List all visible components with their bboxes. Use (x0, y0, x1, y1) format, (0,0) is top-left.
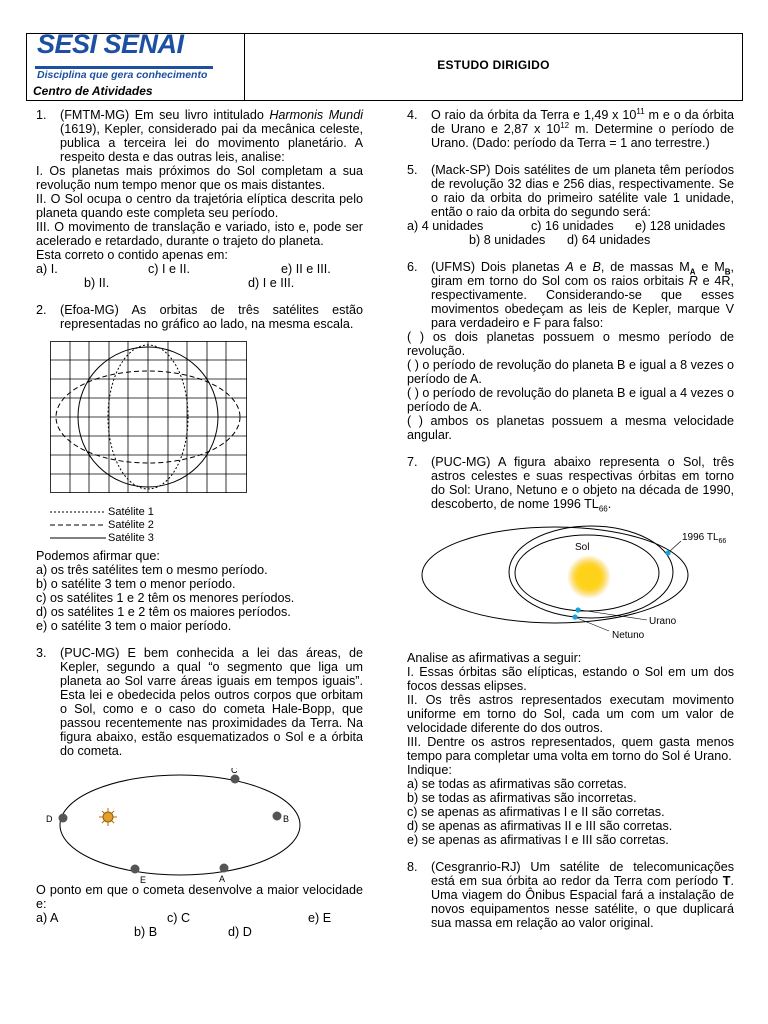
tl66-label: 1996 $TL_{66}$ (682, 532, 727, 545)
orbit-legend (50, 505, 363, 544)
point-c-marker (231, 775, 240, 784)
q6-and: e (573, 260, 593, 274)
urano-marker (575, 607, 580, 612)
q1-options-row1 (36, 262, 363, 276)
right-column (407, 108, 734, 930)
q3-option-d: d) D (228, 925, 252, 939)
question-text (431, 260, 734, 330)
satellite-orbits-figure (50, 341, 260, 495)
logo-tagline: Disciplina que gera conhecimento (37, 69, 208, 81)
q4-exponent-2: 12 (560, 120, 570, 130)
point-a-label: A (219, 874, 226, 884)
question-text (431, 455, 734, 514)
q5-options-row2 (407, 233, 734, 247)
point-e-marker (131, 865, 140, 874)
q2-option-a: a) os três satélites tem o mesmo período. (36, 563, 268, 577)
sun-icon (99, 808, 117, 826)
q5-option-a: a) 4 unidades (407, 219, 484, 233)
q2-option-c: c) os satélites 1 e 2 têm os menores períodos. (36, 591, 295, 605)
point-d-label: D (46, 814, 53, 824)
solar-orbits-figure (417, 519, 737, 644)
question-1 (36, 108, 363, 164)
q6-item-4: ( ) ambos os planetas possuem a mesma velocidade angular. (407, 414, 734, 442)
q3-option-c: c) C (167, 911, 191, 925)
q6-sub-b: B (724, 267, 731, 277)
header-box (26, 29, 743, 101)
q1-statement-ii: II. O Sol ocupa o centro da trajetória elíptica descrita pelo planeta quando este completa seu período. (36, 192, 363, 220)
q7-text-b: . (607, 497, 612, 511)
q7-text-a: (PUC-MG) A figura abaixo representa o Sol, três astros celestes e suas respectivas órbitas em torno do Sol: Urano, Netuno e o objeto na década de 1990, descoberto, de nome 1996 TL (431, 455, 734, 511)
q7-option-e: e) se apenas as afirmativas I e III são corretas. (407, 833, 669, 847)
point-a-marker (220, 864, 229, 873)
netuno-label: Netuno (612, 630, 645, 641)
q1-option-d: d) I e III. (248, 276, 295, 290)
left-column (36, 108, 363, 939)
question-number: 1. (36, 108, 47, 122)
q3-options-row2 (36, 925, 363, 939)
question-3 (36, 646, 363, 758)
q7-ask: Analise as afirmativas a seguir: (407, 651, 582, 665)
q7-option-d: d) se apenas as afirmativas II e III são corretas. (407, 819, 673, 833)
q1-statement-iii: III. O movimento de translação e variado, isto e, pode ser acelerado e retardado, durante o trajeto do planeta. (36, 220, 363, 248)
q7-statement-ii: II. Os três astros representados executam movimento uniforme em torno do Sol, cada um com um valor de velocidade diferente do dos outros. (407, 693, 734, 735)
question-2 (36, 303, 363, 331)
q7-sub: 66 (598, 504, 608, 514)
question-text: (PUC-MG) E bem conhecida a lei das áreas, de Kepler, segundo a qual “o segmento que liga um planeta ao Sol varre áreas iguais em tempos iguais”. Esta lei e obedecida pelos outros corpos que orbitam o Sol, como e o caso do cometa Hale-Bopp, que passou recentemente nas proximidades da Terra. Na figura abaixo, estão esquematizados o Sol e a órbita do cometa. (60, 646, 363, 758)
legend-satellite-3 (50, 531, 363, 544)
q6-text-e: e 4R, respectivamente. Considerando-se que esses movimentos obedeçam as leis de Kepler, marque V para verdadeiro e F para falso: (431, 274, 734, 330)
question-number: 5. (407, 163, 418, 177)
urano-label: Urano (649, 616, 677, 627)
q6-planet-a: A (565, 260, 574, 274)
question-text (431, 860, 734, 930)
sun-core (578, 566, 600, 588)
q3-options-row1 (36, 911, 363, 925)
q1-option-a: a) I. (36, 262, 58, 276)
q7-option-b: b) se todas as afirmativas são incorretas. (407, 791, 637, 805)
q6-item-1: ( ) os dois planetas possuem o mesmo período de revolução. (407, 330, 734, 358)
q1-option-c: c) I e II. (148, 262, 190, 276)
q1-ask: Esta correto o contido apenas em: (36, 248, 228, 262)
question-number: 6. (407, 260, 418, 274)
q4-text-a: O raio da órbita da Terra e 1,49 x 10 (431, 108, 637, 122)
q5-option-c: c) 16 unidades (531, 219, 614, 233)
question-number: 7. (407, 455, 418, 469)
q7-statement-i: I. Essas órbitas são elípticas, estando o Sol em um dos focos dessas elipses. (407, 665, 734, 693)
q6-item-3: ( ) o período de revolução do planeta B e igual a 4 vezes o período de A. (407, 386, 734, 414)
point-d-marker (59, 814, 68, 823)
q6-planet-b: B (592, 260, 601, 274)
q3-option-e: e) E (308, 911, 332, 925)
q1-book-title: Harmonis Mundi (269, 108, 363, 122)
q2-option-b: b) o satélite 3 tem o menor período. (36, 577, 236, 591)
q7-indique: Indique: (407, 763, 452, 777)
netuno-marker (572, 614, 577, 619)
legend-label: Satélite 3 (108, 531, 154, 544)
q8-period-t: T (722, 874, 731, 888)
q1-options-row2 (36, 276, 363, 290)
q3-ask: O ponto em que o cometa desenvolve a maior velocidade e: (36, 883, 363, 911)
q1-option-b: b) II. (84, 276, 110, 290)
q8-text-b: . Uma viagem do Ônibus Espacial fará a instalação de novos equipamentos nesse satélite, o que duplicará sua massa em relação ao valor original. (431, 874, 734, 930)
logo-cell (27, 29, 245, 100)
q2-ask: Podemos afirmar que: (36, 549, 160, 563)
q5-option-e: e) 128 unidades (635, 219, 726, 233)
question-8 (407, 860, 734, 930)
q5-option-d: d) 64 unidades (567, 233, 651, 247)
question-number: 2. (36, 303, 47, 317)
legend-label: Satélite 2 (108, 518, 154, 531)
q5-option-b: b) 8 unidades (469, 233, 546, 247)
q8-text-a: (Cesgranrio-RJ) Um satélite de telecomunicações está em sua órbita ao redor da Terra com período (431, 860, 734, 888)
q6-item-2: ( ) o período de revolução do planeta B e igual a 8 vezes o período de A. (407, 358, 734, 386)
q3-option-b: b) B (134, 925, 158, 939)
legend-satellite-1 (50, 505, 363, 518)
question-number: 4. (407, 108, 418, 122)
comet-orbit (60, 775, 300, 875)
question-5 (407, 163, 734, 219)
sol-label: Sol (575, 542, 590, 553)
tl66-orbit (422, 527, 688, 623)
q1-option-e: e) II e III. (281, 262, 331, 276)
q4-exponent-1: 11 (636, 106, 645, 116)
q6-text-b: , de massas M (600, 260, 690, 274)
q6-radius-r: R (688, 274, 698, 288)
question-text (431, 108, 734, 150)
q5-options-row1 (407, 219, 734, 233)
logo-subtitle: Centro de Atividades (33, 84, 153, 98)
q7-option-a: a) se todas as afirmativas são corretas. (407, 777, 627, 791)
question-number: 8. (407, 860, 418, 874)
point-c-label: C (231, 768, 238, 775)
page-title: ESTUDO DIRIGIDO (437, 58, 550, 72)
q7-option-c: c) se apenas as afirmativas I e II são corretas. (407, 805, 665, 819)
tl66-marker (665, 550, 670, 555)
legend-label: Satélite 1 (108, 505, 154, 518)
question-4 (407, 108, 734, 150)
question-text: (Mack-SP) Dois satélites de um planeta têm períodos de revolução 32 dias e 256 dias, respectivamente. Se o raio da orbita do primeiro satélite vale 1 unidade, então o raio da orbita do segundo será: (431, 163, 734, 219)
point-b-label: B (283, 814, 290, 824)
logo-brand: SESI SENAI (37, 29, 184, 59)
comet-orbit-figure (38, 768, 308, 886)
question-7 (407, 455, 734, 514)
q2-option-e: e) o satélite 3 tem o maior período. (36, 619, 232, 633)
point-b-marker (273, 812, 282, 821)
q1-intro-b: (1619), Kepler, considerado pai da mecânica celeste, publica a terceira lei do movimento planetário. A respeito desta e das outras leis, analise: (60, 122, 363, 164)
legend-satellite-2 (50, 518, 363, 531)
q6-text-a: (UFMS) Dois planetas (431, 260, 566, 274)
q7-statement-iii: III. Dentre os astros representados, quem gasta menos tempo para completar uma volta em torno do Sol é Urano. (407, 735, 734, 763)
q1-intro-a: (FMTM-MG) Em seu livro intitulado (60, 108, 270, 122)
q4-text-c: m. Determine o período de Urano. (Dado: período da Terra = 1 ano terrestre.) (431, 122, 734, 150)
point-e-label: E (140, 875, 147, 885)
q6-text-c: e M (695, 260, 725, 274)
q2-option-d: d) os satélites 1 e 2 têm os maiores períodos. (36, 605, 291, 619)
question-6 (407, 260, 734, 330)
q1-statement-i: I. Os planetas mais próximos do Sol completam a sua revolução num tempo menor que os mais distantes. (36, 164, 363, 192)
q6-text-d: , giram em torno do Sol com os raios orbitais (431, 260, 734, 288)
q4-text-b: m e o da órbita de Urano e 2,87 x 10 (431, 108, 734, 136)
question-number: 3. (36, 646, 47, 660)
question-text: (Efoa-MG) As orbitas de três satélites estão representadas no gráfico ao lado, na mesma escala. (60, 303, 363, 331)
q3-option-a: a) A (36, 911, 59, 925)
question-text (60, 108, 363, 164)
q6-sub-a: A (689, 267, 696, 277)
